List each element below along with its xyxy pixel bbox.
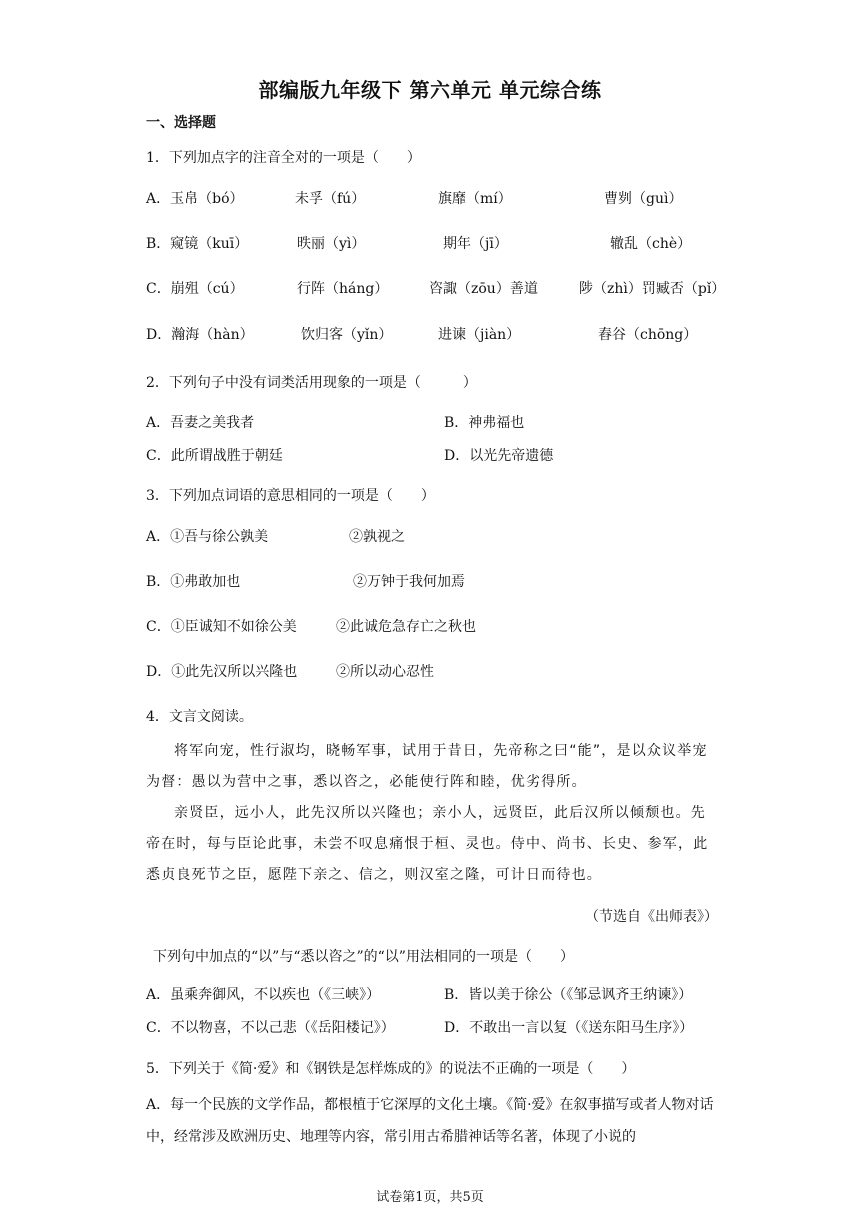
q1-option-c-4: 陟（zhì）罚臧否（pǐ） <box>579 281 726 297</box>
q1-option-d-2: 饮归客（yǐn） <box>301 327 393 343</box>
q1-option-b-1: B．窥镜（kuī） <box>146 236 249 252</box>
passage-source: （节选自《出师表》） <box>585 909 718 925</box>
q3-option-c-1: C．①臣诚知不如徐公美 <box>146 619 297 635</box>
q1-option-c-1: C．崩殂（cú） <box>146 281 244 297</box>
q1-option-d-3: 进谏（jiàn） <box>438 327 521 343</box>
question-2-stem: 2．下列句子中没有词类活用现象的一项是（ ） <box>146 375 477 391</box>
q1-option-b-2: 昳丽（yì） <box>297 236 366 252</box>
q1-option-c-3: 咨諏（zōu）善道 <box>429 281 538 297</box>
q1-option-a-2: 未孚（fú） <box>295 191 366 207</box>
question-1-stem: 1．下列加点字的注音全对的一项是（ ） <box>146 150 421 166</box>
question-4-sub-stem: 下列句中加点的“以”与“悉以咨之”的“以”用法相同的一项是（ ） <box>153 949 574 965</box>
q3-option-b-2: ②万钟于我何加焉 <box>353 574 465 590</box>
q3-option-d-1: D．①此先汉所以兴隆也 <box>146 664 298 680</box>
page-footer: 试卷第1页，共5页 <box>376 1190 484 1205</box>
reading-passage-paragraph-1: 将军向宠，性行淑均，晓畅军事，试用于昔日，先帝称之曰“能”，是以众议举宠为督：愚以为营中之事，悉以咨之，必能使行阵和睦，优劣得所。 <box>146 743 708 790</box>
q2-option-a: A．吾妻之美我者 <box>146 415 255 431</box>
q4-option-a: A．虽乘奔御风，不以疾也（《三峡》） <box>146 987 381 1003</box>
section-heading: 一、选择题 <box>146 115 216 131</box>
q4-option-d: D．不敢出一言以复（《送东阳马生序》） <box>444 1020 694 1036</box>
q1-option-d-4: 舂谷（chōng） <box>598 327 698 343</box>
page-title: 部编版九年级下 第六单元 单元综合练 <box>258 78 602 102</box>
q2-option-b: B．神弗福也 <box>444 415 525 431</box>
q3-option-a-1: A．①吾与徐公孰美 <box>146 529 269 545</box>
q1-option-d-1: D．瀚海（hàn） <box>146 327 254 343</box>
q1-option-a-4: 曹刿（guì） <box>604 191 683 207</box>
q2-option-d: D．以光先帝遗德 <box>444 448 554 464</box>
question-4-stem: 4．文言文阅读。 <box>146 709 253 725</box>
question-3-stem: 3．下列加点词语的意思相同的一项是（ ） <box>146 488 435 504</box>
q1-option-b-4: 辙乱（chè） <box>610 236 692 252</box>
q3-option-a-2: ②孰视之 <box>349 529 405 545</box>
q1-option-a-3: 旗靡（mí） <box>438 191 512 207</box>
q3-option-d-2: ②所以动心忍性 <box>336 664 434 680</box>
reading-passage-paragraph-2: 亲贤臣，远小人，此先汉所以兴隆也；亲小人，远贤臣，此后汉所以倾颓也。先帝在时，每与臣论此事，未尝不叹息痛恨于桓、灵也。侍中、尚书、长史、参军，此悉贞良死节之臣，愿陛下亲之、信之，则汉室之隆，可计日而待也。 <box>146 805 709 883</box>
q1-option-b-3: 期年（jī） <box>443 236 508 252</box>
q5-option-a: A．每一个民族的文学作品，都根植于它深厚的文化土壤。《简·爱》在叙事描写或者人物对话中，经常涉及欧洲历史、地理等内容，常引用古希腊神话等名著，体现了小说的 <box>146 1097 714 1145</box>
q1-option-c-2: 行阵（háng） <box>297 281 389 297</box>
q4-option-b: B．皆以美于徐公（《邹忌讽齐王纳谏》） <box>444 987 693 1003</box>
question-5-stem: 5．下列关于《简·爱》和《钢铁是怎样炼成的》的说法不正确的一项是（ ） <box>146 1061 636 1077</box>
q1-option-a-1: A．玉帛（bó） <box>146 191 244 207</box>
q3-option-c-2: ②此诚危急存亡之秋也 <box>336 619 476 635</box>
q2-option-c: C．此所谓战胜于朝廷 <box>146 448 283 464</box>
q3-option-b-1: B．①弗敢加也 <box>146 574 241 590</box>
q4-option-c: C．不以物喜，不以己悲（《岳阳楼记》） <box>146 1020 395 1036</box>
